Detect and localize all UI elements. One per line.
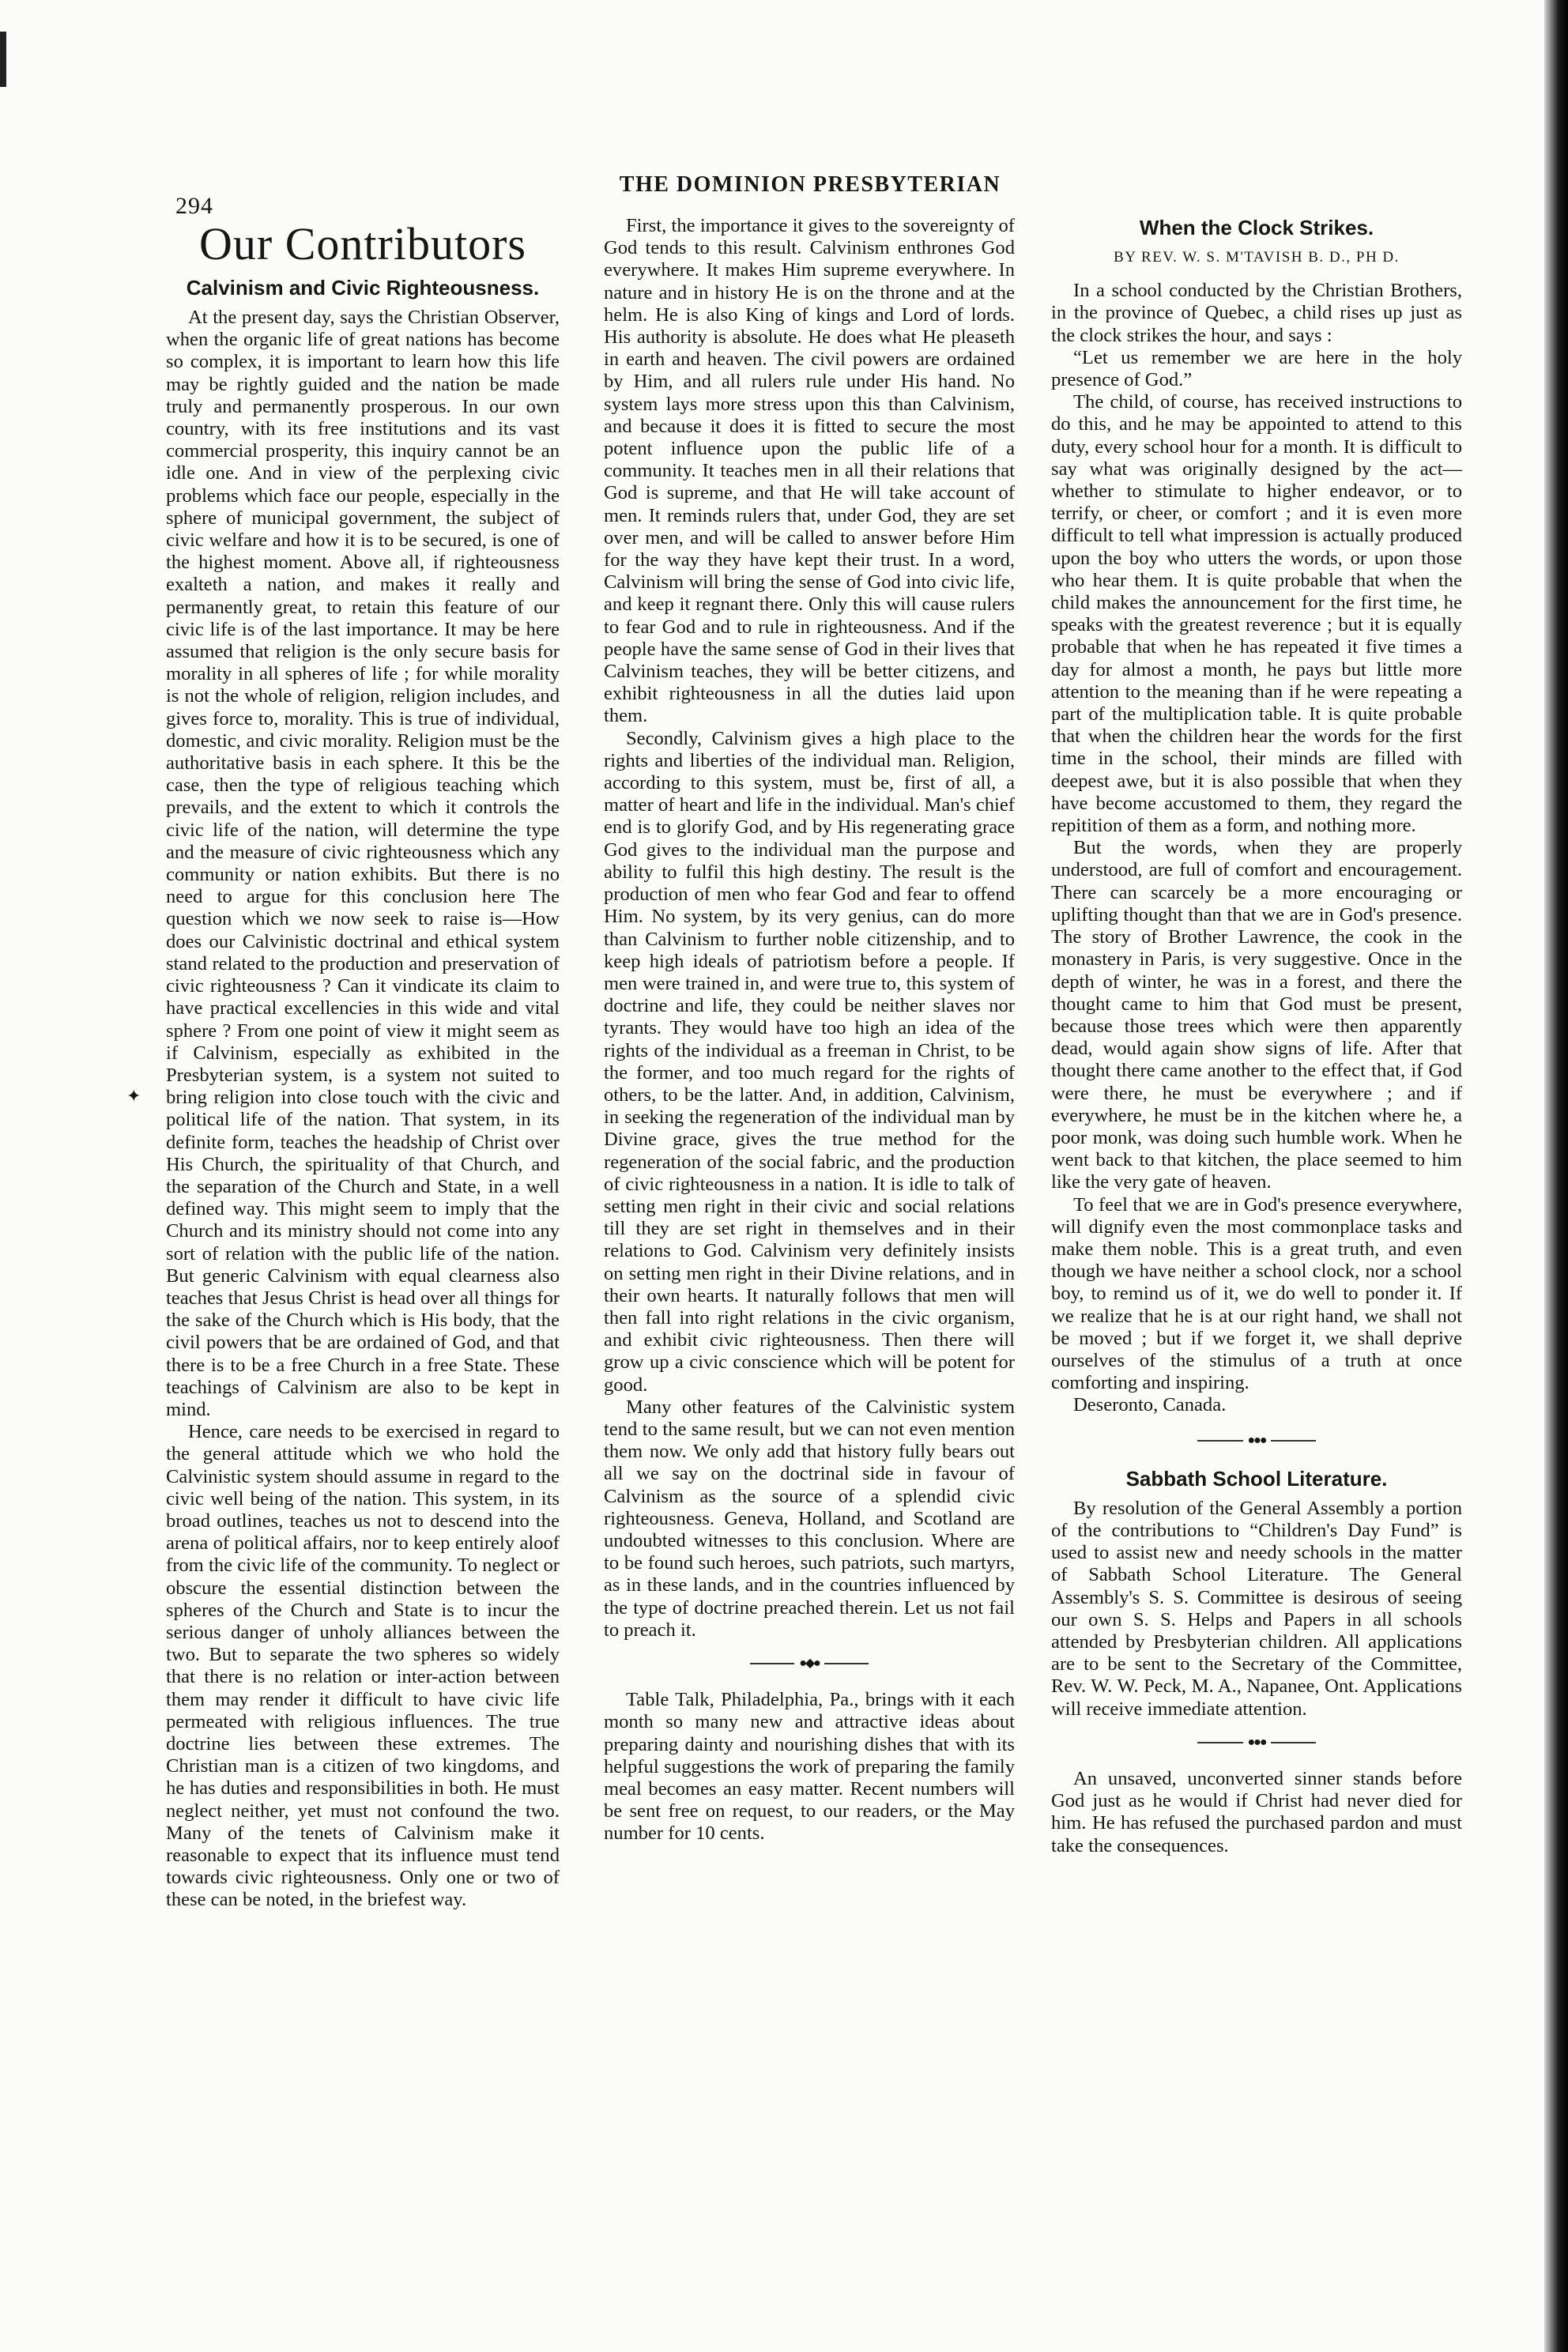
divider	[750, 1653, 869, 1675]
article-title-sabbath: Sabbath School Literature.	[1125, 1466, 1388, 1491]
paragraph: Secondly, Calvinism gives a high place to the rights and liberties of the individual man. Religion, according to this system, must be, first of all, a matter of heart and life in the individual. Man's chief end is to glorify God, and by His regenerating grace God gives to the individual man the purpose and ability to fulfil this high destiny. The result is the production of men who fear God and fear to offend Him. No system, by its very genius, can do more than Calvinism to further noble citizenship, and to keep high ideals of patriotism before a people. If men were trained in, and were true to, this system of doctrine and life, they could be neither slaves nor tyrants. They would have too high an idea of the rights of the individual as a freeman in Christ, to be the former, and too much regard for the rights of others, to be the latter. And, in addition, Calvinism, in seeking the regeneration of the individual man by Divine grace, gives the true method for the regeneration of the social fabric, and the production of civic righteousness in a nation. It is idle to talk of setting men right in their civic and social relations till they are set right in themselves and in their relations to God. Calvinism very definitely insists on setting men right in their Divine relations, and in their own hearts. It naturally follows that men will then fall into right relations in the civic organism, and exhibit civic righteousness. Then there will grow up a civic conscience which will be potent for good.	[604, 727, 1015, 1396]
section-title: Our Contributors	[199, 218, 526, 270]
ornament-icon: ●●●	[1247, 1735, 1266, 1749]
ornament-icon: ●◆●	[799, 1657, 820, 1670]
column-1	[166, 215, 560, 1912]
paragraph: At the present day, says the Christian Observer, when the organic life of great nations has become so complex, it is important to learn how this life may be rightly guided and the nation be made truly and permanently prosperous. In our own country, with its free institutions and its vast commercial prosperity, this inquiry cannot be an idle one. And in view of the perplexing civic problems which face our people, especially in the sphere of municipal government, the subject of civic welfare and how it is to be secured, is one of the highest moment. Above all, if righteousness exalteth a nation, and makes it really and permanently great, to retain this feature of our civic life is of the last importance. It may be here assumed that religion is the only secure basis for morality in all spheres of life ; for while morality is not the whole of religion, religion includes, and gives force to, morality. This is true of individual, domestic, and civic morality. Religion must be the authoritative basis in each sphere. It this be the case, then the type of religious teaching which prevails, and the extent to which it controls the civic life of the nation, will determine the type and the measure of civic righteousness which any community or nation exhibits. But there is no need to argue for this conclusion here The question which we now seek to raise is—How does our Calvinistic doctrinal and ethical system stand related to the production and preservation of civic righteousness ? Can it vindicate its claim to have practical excellencies in this wide and vital sphere ? From one point of view it might seem as if Calvinism, especially as exhibited in the Presbyterian system, is a system not suited to bring religion into close touch with the civic and political life of the nation. That system, in its definite form, teaches the headship of Christ over His Church, the spirituality of that Church, and the separation of the Church and State, in a well defined way. This might seem to imply that the Church and its ministry should not come into any sort of relation with the public life of the nation. But generic Calvinism with equal clearness also teaches that Jesus Christ is head over all things for the sake of the Church which is His body, that the civil powers that be are ordained of God, and that there is to be a free Church in a free State. These teachings of Calvinism are also to be kept in mind.	[166, 307, 560, 1420]
column-3	[1051, 215, 1462, 1857]
paragraph: By resolution of the General Assembly a portion of the contributions to “Children's Day Fund” is used to assist new and needy schools in the matter of Sabbath School Literature. The General Assembly's S. S. Committee is desirous of seeing our own S. S. Helps and Papers in all schools attended by Presbyterian children. All applications are to be sent to the Secretary of the Committee, Rev. W. W. Peck, M. A., Napanee, Ont. Applications will receive immediate attention.	[1051, 1497, 1462, 1720]
paragraph: In a school conducted by the Christian Brothers, in the province of Quebec, a child rises up just as the clock strikes the hour, and says :	[1051, 280, 1462, 346]
paragraph: To feel that we are in God's presence everywhere, will dignify even the most commonplace tasks and make them noble. This is a great truth, and even though we have neither a school clock, nor a school boy, to remind us of it, we do well to ponder it. If we realize that he is at our right hand, we shall not be moved ; but if we forget it, we shall deprive ourselves of the stimulus of a truth at once comforting and inspiring.	[1051, 1193, 1462, 1394]
article-title-clock: When the Clock Strikes.	[1139, 216, 1374, 239]
paragraph: The child, of course, has received instructions to do this, and he may be appointed to attend to this duty, every school hour for a month. It is difficult to say what was originally designed by the act—whether to stimulate to higher endeavor, or to terrify, or cheer, or comfort ; and it is even more difficult to tell what impression is actually produced upon the boy who utters the words, or upon those who hear them. It is quite probable that when the child makes the announcement for the first time, he speaks with the greatest reverence ; but it is equally probable that when he has repeated it five times a day for almost a month, he pays but little more attention to the meaning than if he were repeating a part of the multiplication table. It is quite probable that when the children hear the words for the first time in the school, their minds are filled with deepest awe, but it is also possible that when they have become accustomed to them, they regard the repitition of them as a form, and nothing more.	[1051, 391, 1462, 837]
paragraph: Many other features of the Calvinistic system tend to the same result, but we can not even mention them now. We only add that history fully bears out all we say on the doctrinal side in favour of Calvinism as the source of a splendid civic righteousness. Geneva, Holland, and Scotland are undoubted witnesses to this conclusion. Where are to be found such heroes, such patriots, such martyrs, as in these lands, and in the countries influenced by the type of doctrine preached therein. Let us not fail to preach it.	[604, 1396, 1015, 1641]
article-title-calvinism: Calvinism and Civic Righteousness.	[186, 276, 540, 300]
paragraph: Hence, care needs to be exercised in regard to the general attitude which we who hold the Calvinistic system should assume in regard to the civic well being of the nation. This system, in its broad outlines, teaches us not to descend into the arena of political affairs, nor to keep entirely aloof from the civic life of the community. To neglect or obscure the essential distinction between the spheres of the Church and State is to incur the serious danger of unholy alliances between the two. But to separate the two spheres so widely that there is no relation or inter-action between them may render it difficult to have civic life permeated with religious influences. The true doctrine lies between these extremes. The Christian man is a citizen of two kingdoms, and he has duties and responsibilities in both. He must neglect neither, yet must not confound the two. Many of the tenets of Calvinism make it reasonable to expect that its influence must tend towards civic righteousness. Only one or two of these can be noted, in the briefest way.	[166, 1421, 560, 1911]
page-number: 294	[175, 193, 213, 219]
margin-mark-icon: ✦	[126, 1086, 141, 1106]
paragraph: “Let us remember we are here in the holy presence of God.”	[1051, 346, 1462, 391]
running-head: THE DOMINION PRESBYTERIAN	[619, 172, 1001, 197]
ornament-icon: ●●●	[1247, 1433, 1266, 1447]
byline: BY REV. W. S. M'TAVISH B. D., PH D.	[1114, 249, 1400, 266]
scan-edge-left	[0, 32, 6, 87]
column-2	[604, 215, 1015, 1845]
paragraph: An unsaved, unconverted sinner stands before God just as he would if Christ had never died for him. He has refused the purchased pardon and must take the consequences.	[1051, 1768, 1462, 1856]
paragraph: But the words, when they are properly understood, are full of comfort and encouragement. There can scarcely be a more encouraging or uplifting thought than that we are in God's presence. The story of Brother Lawrence, the cook in the monastery in Paris, is very suggestive. Once in the depth of winter, he was in a forest, and there the thought came to him that God must be present, because those trees which were then apparently dead, would again show signs of life. After that thought there came another to the effect that, if God were there, he must be everywhere ; and if everywhere, he must be in the kitchen where he, a poor monk, was doing such humble work. When he went back to that kitchen, the place seemed to him like the very gate of heaven.	[1051, 837, 1462, 1193]
signoff: Deseronto, Canada.	[1073, 1394, 1227, 1416]
paragraph: Table Talk, Philadelphia, Pa., brings with it each month so many new and attractive ideas about preparing dainty and nourishing dishes that with its helpful suggestions the work of preparing the family meal becomes an easy matter. Recent numbers will be sent free on request, to our readers, or the May number for 10 cents.	[604, 1689, 1015, 1845]
divider	[1197, 1430, 1316, 1452]
paragraph: First, the importance it gives to the sovereignty of God tends to this result. Calvinism enthrones God everywhere. It makes Him supreme everywhere. In nature and in history He is on the throne and at the helm. He is also King of kings and Lord of lords. His authority is absolute. He does what He pleaseth in earth and heaven. The civil powers are ordained by Him, and all rulers rule under His hand. No system lays more stress upon this than Calvinism, and because it does it is fitted to secure the most potent influence upon the public life of a community. It teaches men in all their relations that God is supreme, and that He will take account of men. It reminds rulers that, under God, they are set over men, and will be called to answer before Him for the way they have kept their trust. In a word, Calvinism will bring the sense of God into civic life, and keep it regnant there. Only this will cause rulers to fear God and to rule in righteousness. And if the people have the same sense of God in their lives that Calvinism teaches, they will be better citizens, and exhibit righteousness in all the duties laid upon them.	[604, 215, 1015, 727]
scan-edge-right	[1544, 0, 1568, 2352]
divider	[1197, 1732, 1316, 1754]
